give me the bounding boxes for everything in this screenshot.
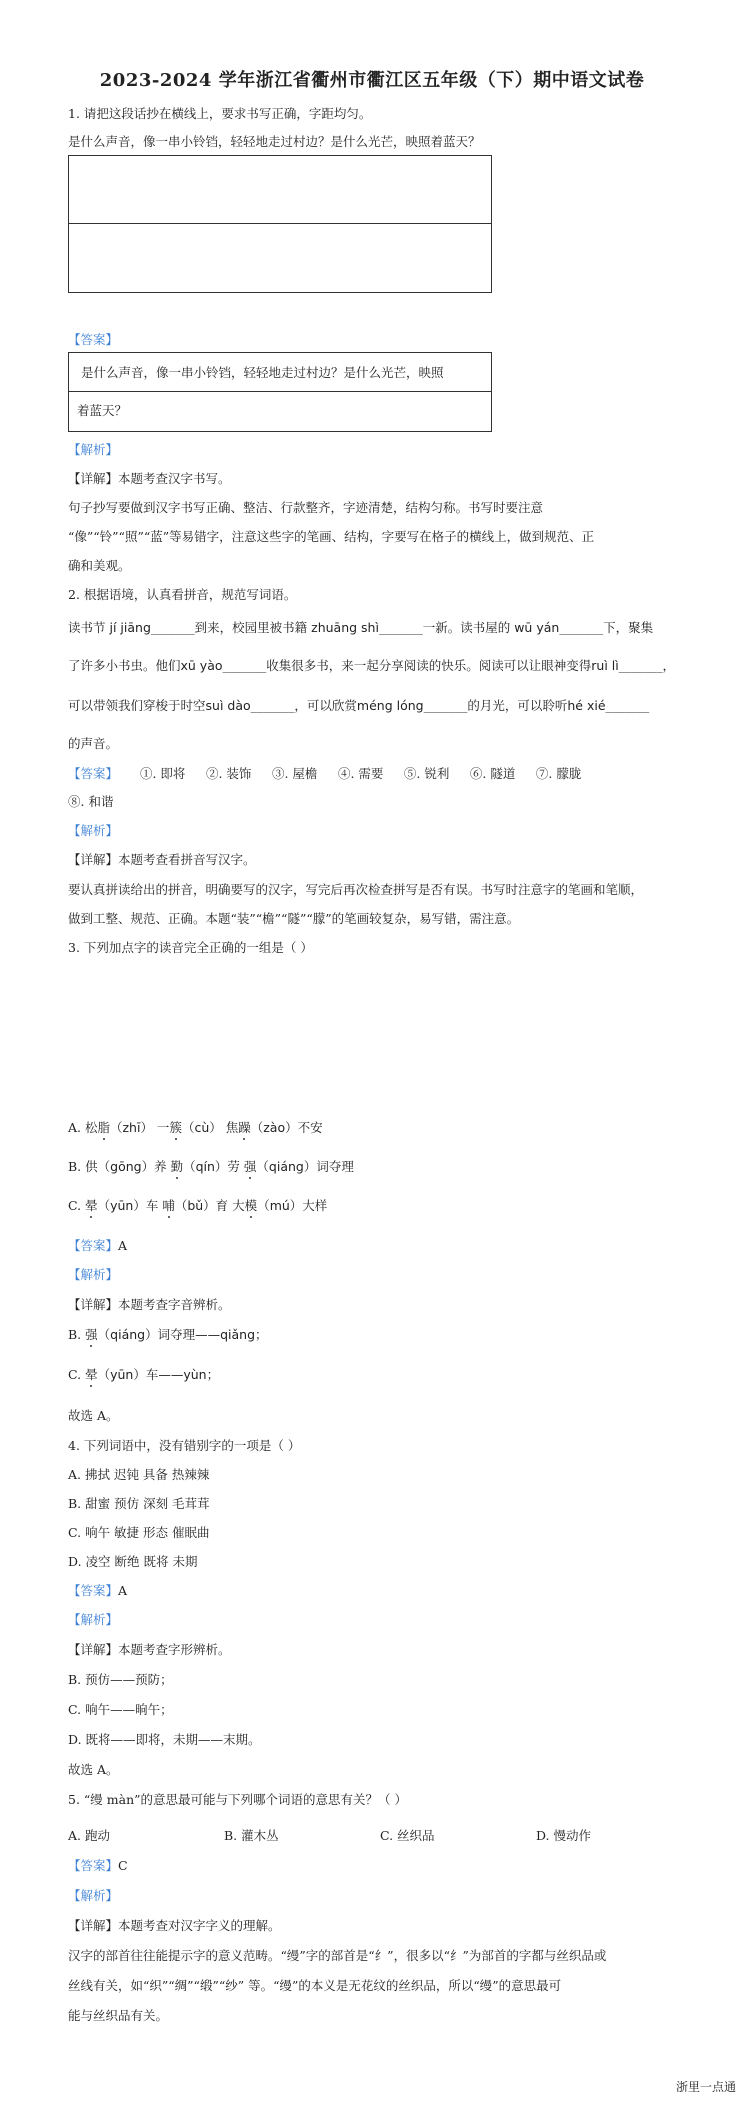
blank-text[interactable]: _______的月光，可以聆听 [423, 698, 568, 713]
q1-answer-divider [69, 391, 491, 392]
text: A. 松 [68, 1120, 98, 1135]
text: 了许多小书虫。他们 [68, 658, 181, 673]
blank-text[interactable]: _______， [618, 658, 676, 673]
blank-text[interactable]: _______收集很多书，来一起分享阅读的快乐。阅读可以让眼神变得 [222, 658, 592, 673]
q3-exp-c [68, 1365, 219, 1383]
q5-option-b[interactable]: B. 灌木丛 [223, 1828, 279, 1843]
q3-option-b[interactable] [68, 1157, 354, 1175]
q3-stem: 3. 下列加点字的读音完全正确的一组是（ ） [68, 940, 313, 955]
q4-option-c[interactable]: C. 响午 敏捷 形态 催眠曲 [68, 1525, 210, 1540]
pinyin: hé xié [567, 698, 606, 713]
q5-options [68, 1826, 656, 1844]
q4-exp-c: C. 响午——晌午； [68, 1702, 173, 1717]
q5-detail: 【详解】本题考查对汉字字义的理解。 [68, 1918, 281, 1933]
q3-answer [68, 1236, 127, 1254]
blank-text[interactable]: _______，可以欣赏 [250, 698, 357, 713]
q3-conclusion: 故选 A。 [68, 1408, 119, 1423]
q2-detail: 【详解】本题考查看拼音写汉字。 [68, 852, 256, 867]
q5-stem: 5. “缦 màn”的意思最可能与下列哪个词语的意思有关？（ ） [68, 1792, 407, 1807]
pinyin: zhuāng shì [311, 620, 379, 635]
q1-exp2: “像”“铃”“照”“蓝”等易错字，注意这些字的笔画、结构，字要写在格子的横线上，做到规范、正 [68, 529, 595, 544]
q2-line1 [68, 618, 653, 636]
text: （gōng）养 [97, 1159, 171, 1174]
pinyin: ruì lì [591, 658, 619, 673]
q2-analysis-tag: 【解析】 [68, 823, 119, 838]
q2-line2 [68, 656, 675, 674]
answer-item: ④. 需要 [337, 766, 384, 781]
text: （zào）不安 [250, 1120, 323, 1135]
q4-answer-tag: 【答案】 [68, 1583, 119, 1598]
dotted-char: 脂 [97, 1120, 110, 1135]
page-title: 2023-2024 学年浙江省衢州市衢江区五年级（下）期中语文试卷 [99, 70, 645, 91]
q4-conclusion: 故选 A。 [68, 1762, 119, 1777]
q3-analysis-tag: 【解析】 [68, 1267, 119, 1282]
text: （mú）大样 [257, 1198, 328, 1213]
text: （cù） 焦 [181, 1120, 239, 1135]
q2-answer-tag: 【答案】 [68, 766, 119, 781]
blank-text[interactable]: _______到来，校园里被书籍 [150, 620, 308, 635]
pinyin: xū yào [180, 658, 223, 673]
answer-item: ⑦. 朦胧 [535, 766, 582, 781]
text: （qiáng）词夺理——qiǎng； [97, 1327, 268, 1342]
q1-writing-box[interactable] [68, 155, 492, 293]
answer-item: ②. 装饰 [205, 766, 252, 781]
q3-option-a[interactable] [68, 1118, 323, 1136]
q2-answer8: ⑧. 和谐 [68, 794, 114, 809]
q5-exp1: 汉字的部首往往能提示字的意义范畴。“缦”字的部首是“纟”，很多以“纟”为部首的字都与丝织品或 [68, 1948, 607, 1963]
dotted-char: 哺 [162, 1198, 175, 1213]
dotted-char: 晕 [85, 1367, 98, 1382]
q2-exp2: 做到工整、规范、正确。本题“装”“檐”“隧”“朦”的笔画较复杂，易写错，需注意。 [68, 911, 520, 926]
q1-answer-line2: 着蓝天？ [77, 403, 128, 418]
q4-answer [68, 1581, 127, 1599]
q3-option-c[interactable] [68, 1196, 327, 1214]
blank-text[interactable]: _______下，聚集 [559, 620, 654, 635]
q2-stem: 2. 根据语境，认真看拼音，规范写词语。 [68, 587, 297, 602]
blank-text[interactable]: _______ [605, 698, 650, 713]
answer-item: ①. 即将 [139, 766, 186, 781]
answer-item: ⑥. 隧道 [469, 766, 516, 781]
q5-exp2: 丝线有关，如“织”“绸”“缎”“纱” 等。“缦”的本义是无花纹的丝织品，所以“缦”的意思最可 [68, 1978, 562, 1993]
q2-line4: 的声音。 [68, 736, 119, 751]
q5-exp3: 能与丝织品有关。 [68, 2008, 169, 2023]
dotted-char: 躁 [238, 1120, 251, 1135]
q4-stem: 4. 下列词语中，没有错别字的一项是（ ） [68, 1438, 301, 1453]
q4-analysis-tag: 【解析】 [68, 1612, 119, 1627]
answer-value: A [118, 1583, 128, 1598]
pinyin: méng lóng [356, 698, 424, 713]
dotted-char: 强 [243, 1159, 257, 1174]
dotted-char: 强 [85, 1327, 98, 1342]
q1-box-divider [69, 223, 491, 224]
q5-option-a[interactable]: A. 跑动 [68, 1828, 110, 1843]
q4-option-d[interactable]: D. 凌空 断绝 既将 未期 [68, 1554, 198, 1569]
text: （qiáng）词夺理 [256, 1159, 354, 1174]
text: （qín）劳 [183, 1159, 244, 1174]
blank-text[interactable]: _______一新。读书屋的 [378, 620, 511, 635]
answer-value: A [118, 1238, 128, 1253]
text: 可以带领我们穿梭于时空 [68, 698, 206, 713]
q1-answer-tag: 【答案】 [68, 332, 119, 347]
q5-answer [68, 1856, 128, 1874]
q5-analysis-tag: 【解析】 [68, 1888, 119, 1903]
text: C. [68, 1198, 86, 1213]
q5-option-c[interactable]: C. 丝织品 [379, 1828, 435, 1843]
q1-detail: 【详解】本题考查汉字书写。 [68, 471, 231, 486]
q4-exp-d: D. 既将——即将，未期——末期。 [68, 1732, 261, 1747]
q2-line3 [68, 696, 649, 714]
dotted-char: 簇 [169, 1120, 182, 1135]
q4-option-b[interactable]: B. 甜蜜 预仿 深刻 毛茸茸 [68, 1496, 210, 1511]
dotted-char: 模 [244, 1198, 258, 1213]
q5-option-d[interactable]: D. 慢动作 [535, 1828, 591, 1843]
q2-exp1: 要认真拼读给出的拼音，明确要写的汉字，写完后再次检查拼写是否有误。书写时注意字的笔画和笔顺， [68, 882, 644, 897]
q4-detail: 【详解】本题考查字形辨析。 [68, 1642, 231, 1657]
text: B. 供 [68, 1159, 98, 1174]
text: C. [68, 1367, 86, 1382]
q1-exp3: 确和美观。 [68, 558, 131, 573]
text: （bǔ）育 大 [174, 1198, 245, 1213]
q3-exp-b [68, 1325, 268, 1343]
q3-answer-tag: 【答案】 [68, 1238, 119, 1253]
dotted-char: 勤 [170, 1159, 184, 1174]
q1-answer-line1: 是什么声音，像一串小铃铛，轻轻地走过村边？是什么光芒，映照 [81, 365, 444, 380]
q2-answers [68, 764, 598, 782]
q1-exp1: 句子抄写要做到汉字书写正确、整洁、行款整齐，字迹清楚，结构匀称。书写时要注意 [68, 500, 544, 515]
text: （zhī） 一 [110, 1120, 170, 1135]
q1-stem: 1. 请把这段话抄在横线上，要求书写正确，字距均匀。 [68, 106, 372, 121]
pinyin: wū yán [514, 620, 560, 635]
answer-item: ③. 屋檐 [271, 766, 318, 781]
answer-item: ⑤. 锐利 [403, 766, 450, 781]
pinyin: suì dào [205, 698, 251, 713]
text: 读书节 [68, 620, 106, 635]
q5-answer-tag: 【答案】 [68, 1858, 119, 1873]
q4-exp-b: B. 预仿——预防； [68, 1672, 173, 1687]
q1-analysis-tag: 【解析】 [68, 442, 119, 457]
q3-detail: 【详解】本题考查字音辨析。 [68, 1297, 231, 1312]
q1-answer-box [68, 352, 492, 432]
footer-brand: 浙里一点通 [675, 2080, 736, 2094]
text: （yūn）车——yùn； [97, 1367, 220, 1382]
pinyin: jí jiāng [109, 620, 151, 635]
dotted-char: 晕 [85, 1198, 98, 1213]
q4-option-a[interactable]: A. 拂拭 迟钝 具备 热辣辣 [68, 1467, 210, 1482]
text: （yūn）车 [97, 1198, 163, 1213]
q1-passage: 是什么声音，像一串小铃铛，轻轻地走过村边？是什么光芒，映照着蓝天？ [68, 134, 481, 149]
text: B. [68, 1327, 86, 1342]
answer-value: C [118, 1858, 128, 1873]
